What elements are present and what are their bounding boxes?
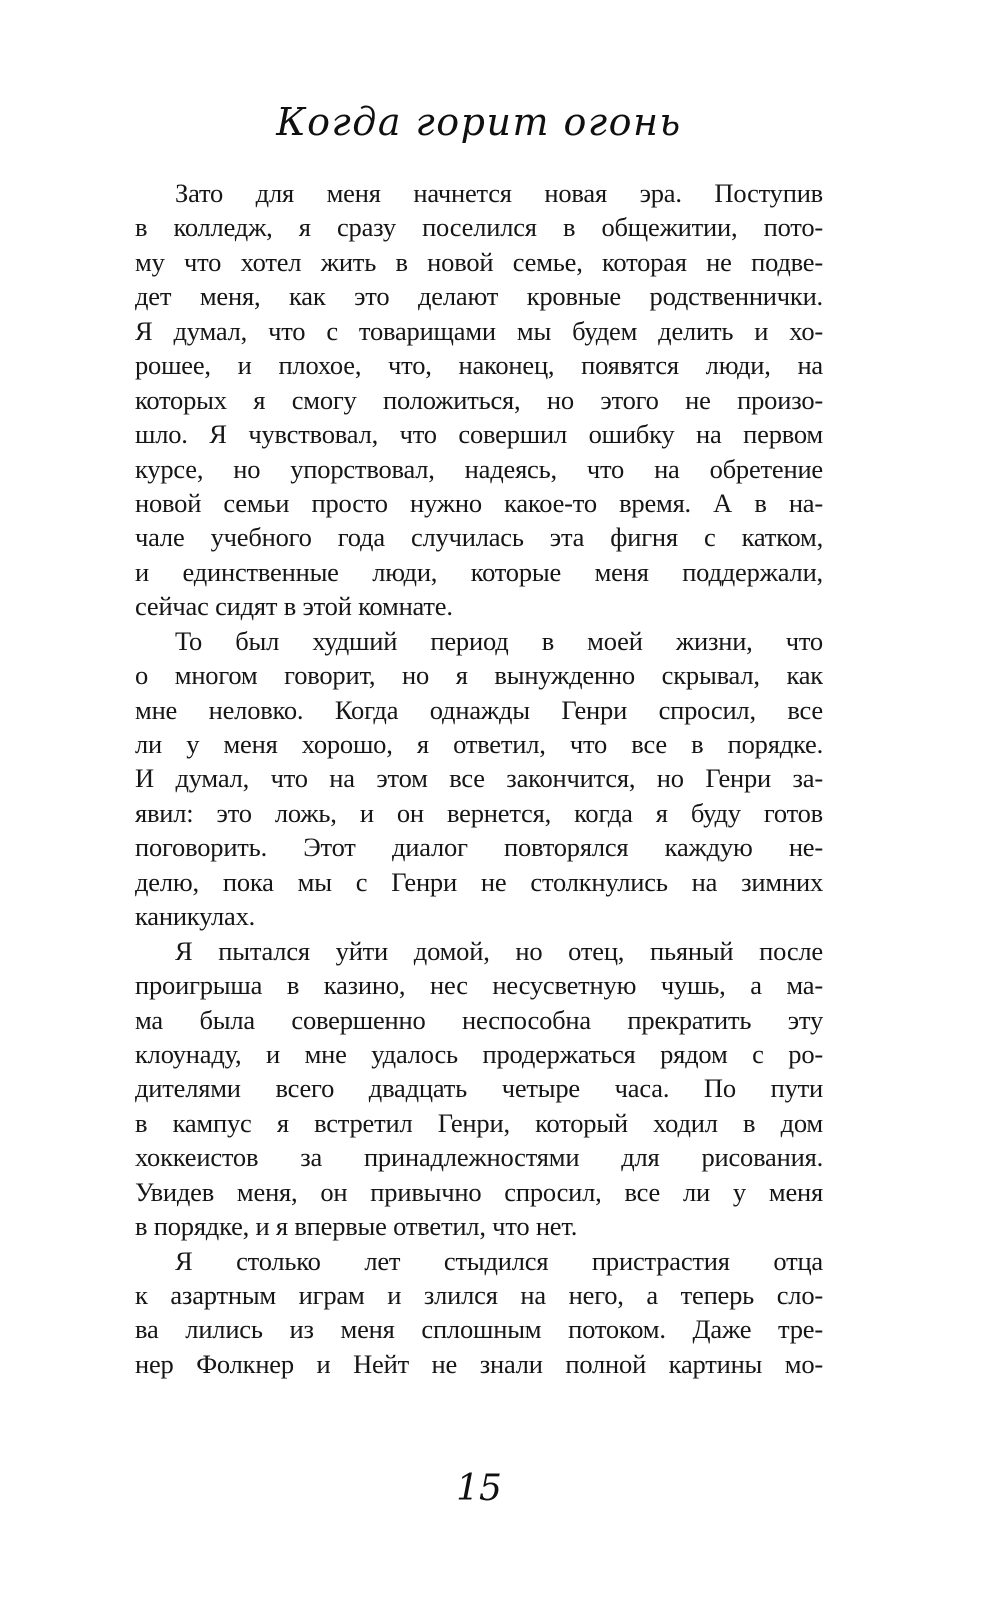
text-line: явил: это ложь, и он вернется, когда я буду готов	[135, 797, 823, 828]
chapter-title: Когда горит огонь	[276, 100, 682, 144]
text-line: Я думал, что с товарищами мы будем делить и хо-	[135, 315, 823, 346]
text-line: ва лились из меня сплошным потоком. Даже тре-	[135, 1314, 823, 1345]
text-line: чале учебного года случилась эта фигня с катком,	[135, 522, 823, 553]
text-line: Я столько лет стыдился пристрастия отца	[175, 1245, 823, 1276]
text-line: поговорить. Этот диалог повторялся каждую не-	[135, 832, 823, 863]
text-line: делю, пока мы с Генри не столкнулись на зимних	[135, 866, 823, 897]
text-line: дителями всего двадцать четыре часа. По пути	[135, 1073, 823, 1104]
text-line: хоккеистов за принадлежностями для рисования.	[135, 1142, 823, 1173]
text-line: Зато для меня начнется новая эра. Поступив	[175, 178, 823, 208]
chapter-header	[135, 100, 823, 144]
paragraph	[135, 624, 823, 934]
text-line: в порядке, и я впервые ответил, что нет.	[135, 1211, 578, 1242]
text-line: То был худший период в моей жизни, что	[175, 625, 823, 656]
text-line: шло. Я чувствовал, что совершил ошибку на первом	[135, 419, 823, 450]
paragraph	[135, 934, 823, 1244]
text-line: о многом говорит, но я вынужденно скрывал, как	[135, 660, 823, 691]
text-line: курсе, но упорствовал, надеясь, что на обретение	[135, 453, 823, 484]
body-text	[135, 176, 823, 1381]
text-line: рошее, и плохое, что, наконец, появятся люди, на	[135, 350, 823, 381]
text-line: И думал, что на этом все закончится, но Генри за-	[135, 763, 823, 794]
text-line: в кампус я встретил Генри, который ходил в дом	[135, 1107, 823, 1138]
text-line: в колледж, я сразу поселился в общежитии, пото-	[135, 212, 823, 243]
page-number: 15	[456, 1468, 502, 1509]
text-line: каникулах.	[135, 901, 256, 932]
text-line: которых я смогу положиться, но этого не произо-	[135, 384, 823, 415]
text-line: ли у меня хорошо, я ответил, что все в порядке.	[135, 729, 823, 759]
paragraph	[135, 176, 823, 624]
text-line: клоунаду, и мне удалось продержаться рядом с ро-	[135, 1038, 823, 1069]
text-line: Я пытался уйти домой, но отец, пьяный после	[175, 935, 823, 966]
text-line: проигрыша в казино, нес несусветную чушь, а ма-	[135, 970, 823, 1001]
text-line: и единственные люди, которые меня поддержали,	[135, 556, 823, 587]
text-line: ма была совершенно неспособна прекратить эту	[135, 1004, 823, 1035]
text-line: новой семьи просто нужно какое-то время. А в на-	[135, 487, 823, 518]
text-line: к азартным играм и злился на него, а теперь сло-	[135, 1280, 823, 1310]
text-line: мне неловко. Когда однажды Генри спросил, все	[135, 694, 823, 725]
text-line: Увидев меня, он привычно спросил, все ли у меня	[135, 1176, 823, 1207]
text-line: нер Фолкнер и Нейт не знали полной картины мо-	[135, 1348, 823, 1379]
text-line: сейчас сидят в этой комнате.	[135, 591, 453, 622]
paragraph	[135, 1244, 823, 1382]
text-line: дет меня, как это делают кровные родственнички.	[135, 281, 823, 312]
text-line: му что хотел жить в новой семье, которая не подве-	[135, 246, 823, 277]
